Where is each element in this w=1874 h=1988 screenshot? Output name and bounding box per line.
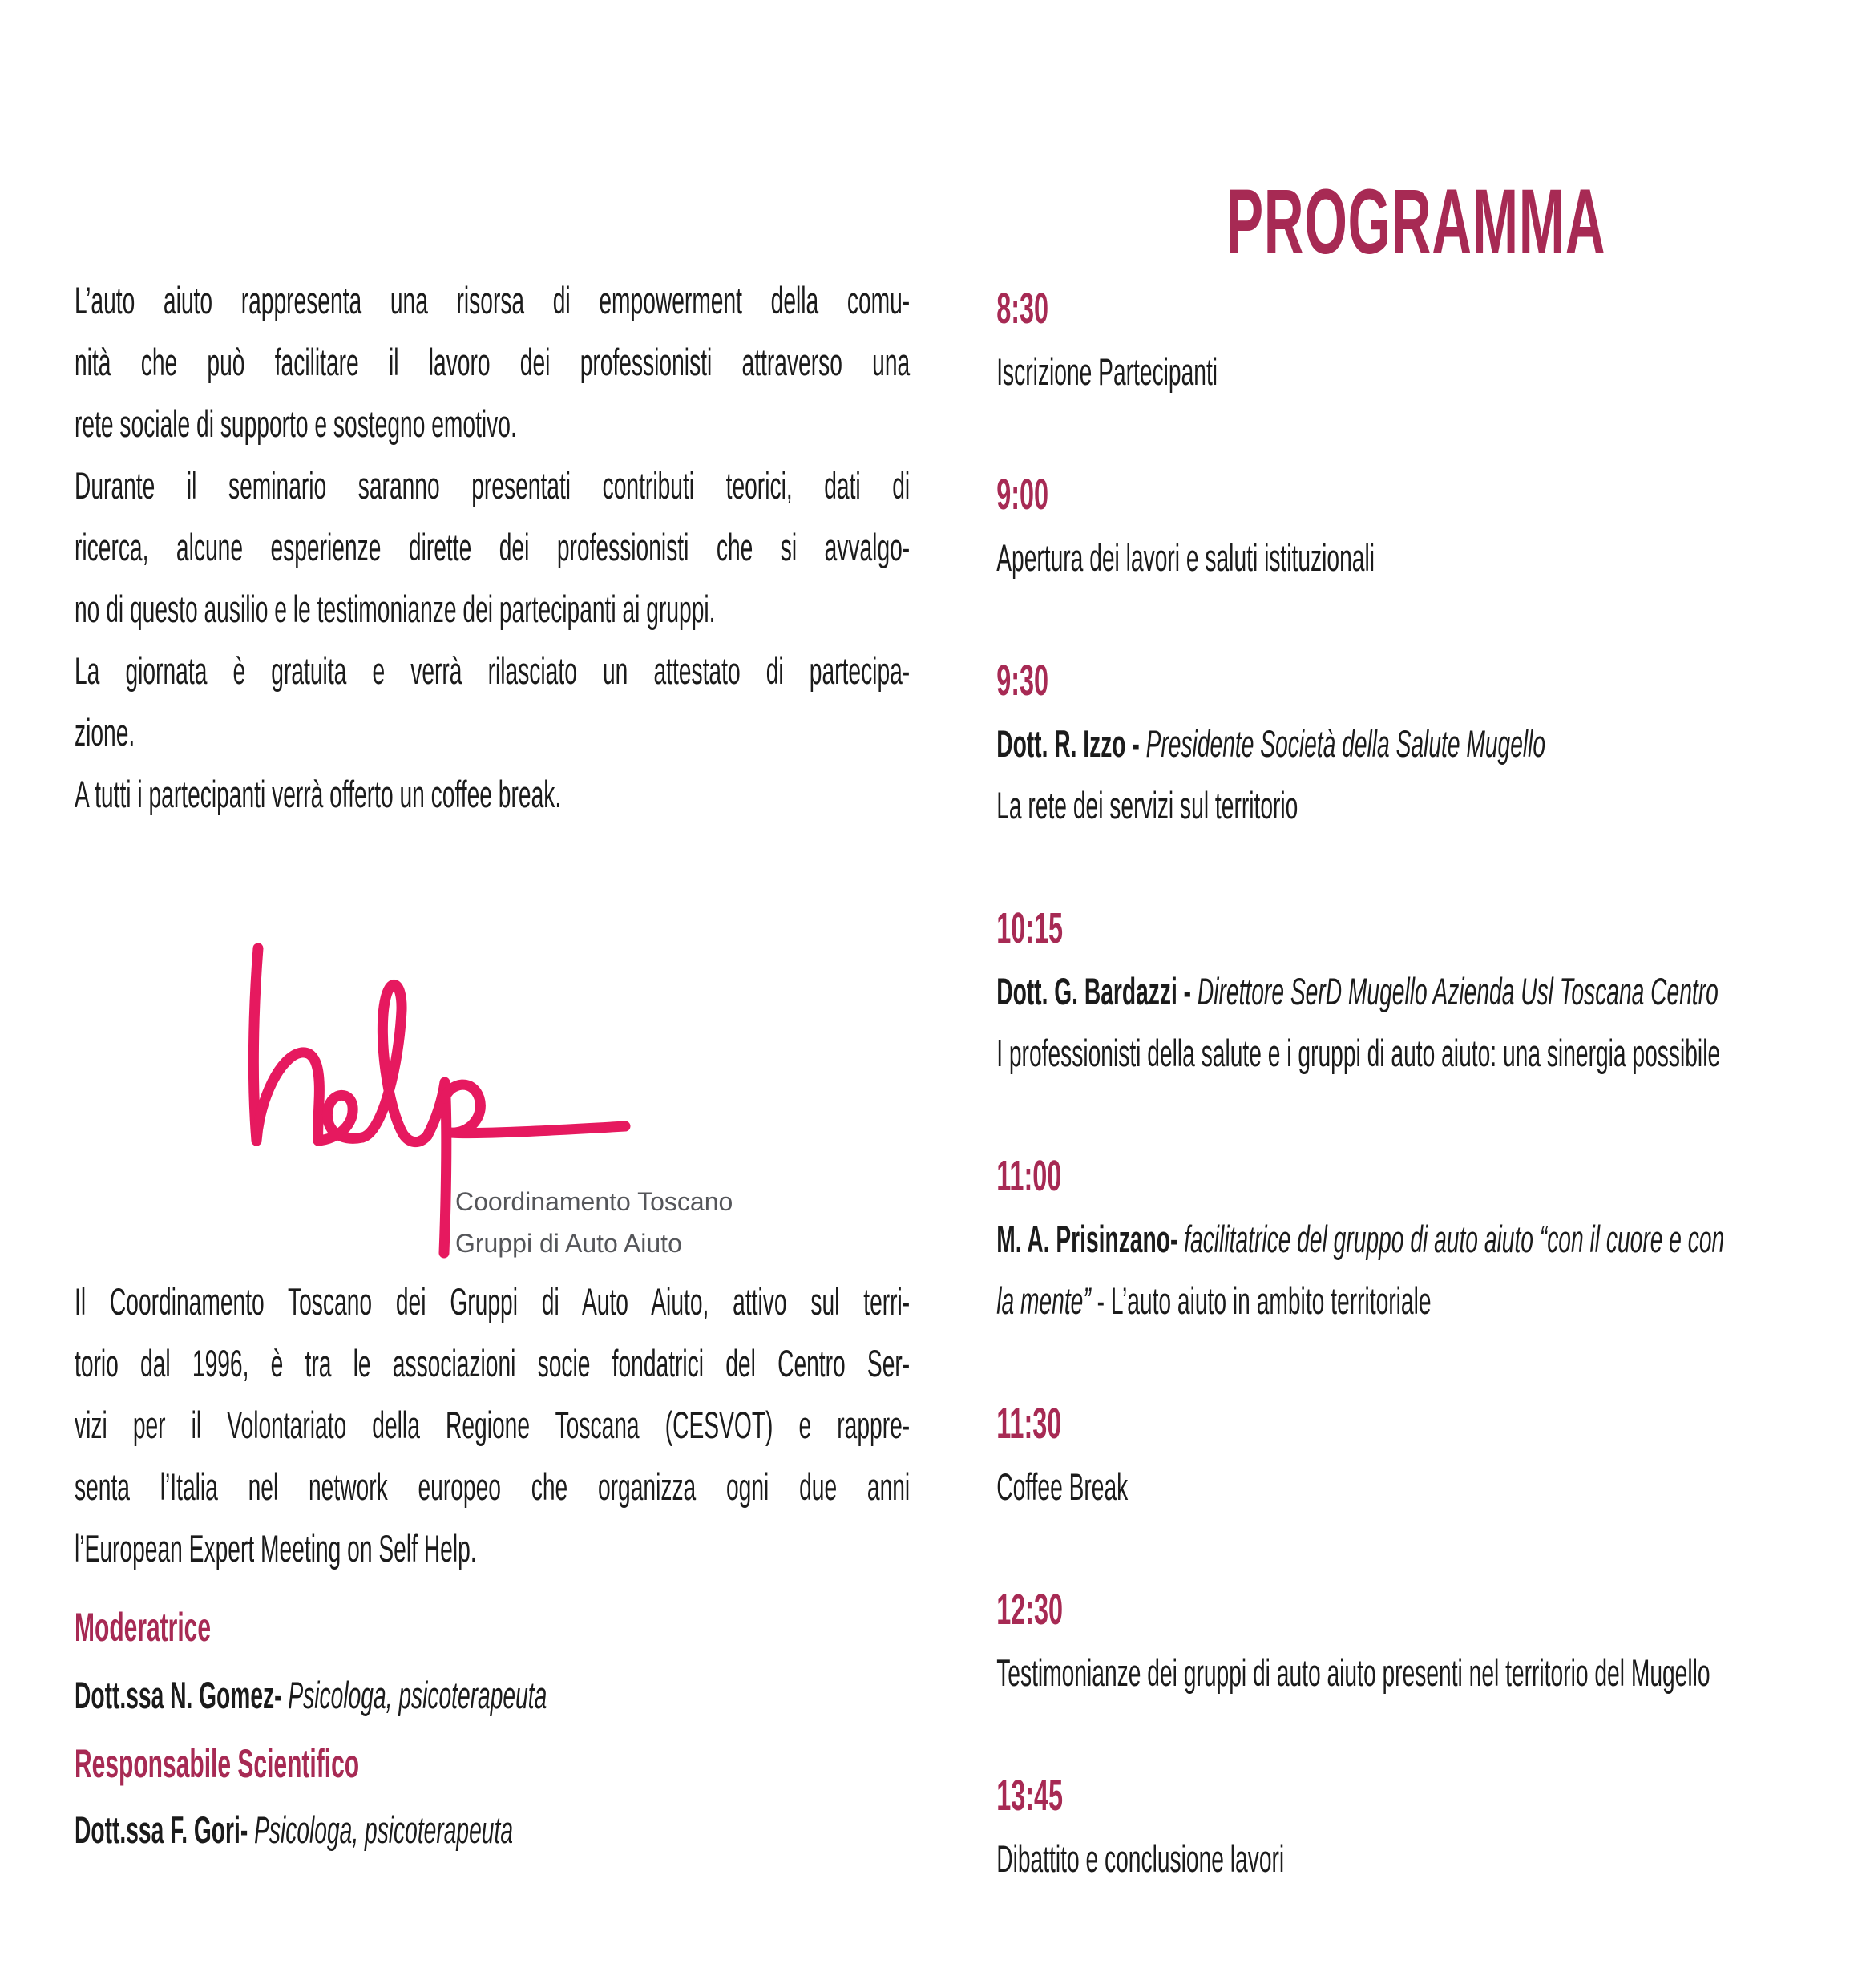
schedule-time: 12:30 (996, 1586, 1064, 1634)
schedule-time: 8:30 (996, 285, 1049, 333)
schedule-time: 10:15 (996, 904, 1064, 952)
schedule-slot (996, 1392, 1836, 1517)
schedule-time: 9:00 (996, 471, 1049, 519)
schedule-line (996, 1456, 1836, 1517)
schedule-text-segment: Iscrizione Partecipanti (996, 350, 1218, 393)
scientific-name: Dott.ssa F. Gori- (75, 1808, 255, 1851)
schedule-text-segment: Dott. R. Izzo - (996, 722, 1146, 765)
schedule-time: 13:45 (996, 1772, 1064, 1820)
schedule-text-segment: Testimonianze dei gruppi di auto aiuto presenti nel territorio del Mugello (996, 1651, 1710, 1694)
moderator-role: Psicologa, psicoterapeuta (288, 1674, 547, 1716)
schedule-line (996, 713, 1836, 774)
schedule-text-segment: La rete dei servizi sul territorio (996, 784, 1298, 826)
schedule-line (996, 774, 1836, 836)
text-line: zione. (75, 711, 135, 754)
schedule-line (996, 1828, 1836, 1889)
about-paragraphs (75, 1271, 910, 1579)
schedule-line (996, 1642, 1836, 1703)
moderator-line (75, 1671, 547, 1719)
schedule-column (996, 277, 1836, 1950)
logo-subtitle-line-1: Coordinamento Toscano (455, 1187, 733, 1216)
schedule-line (996, 1208, 1836, 1270)
text-line: l’European Expert Meeting on Self Help. (75, 1527, 477, 1570)
schedule-slot (996, 649, 1836, 836)
schedule-text-segment: Presidente Società della Salute Mugello (1145, 722, 1546, 765)
scientific-role: Psicologa, psicoterapeuta (254, 1808, 514, 1851)
schedule-line (996, 1022, 1836, 1084)
schedule-text-segment: facilitatrice del gruppo di auto aiuto “con il cuore e con (1184, 1218, 1725, 1260)
schedule-line (996, 527, 1836, 588)
logo-subtitle (455, 1181, 733, 1264)
text-line: A tutti i partecipanti verrà offerto un coffee break. (75, 773, 562, 815)
schedule-text-segment: Dibattito e conclusione lavori (996, 1837, 1285, 1880)
schedule-text-segment: I professionisti della salute e i gruppi di auto aiuto: una sinergia possibile (996, 1032, 1721, 1074)
schedule-text-segment: Coffee Break (996, 1465, 1129, 1508)
text-line: no di questo ausilio e le testimonianze dei partecipanti ai gruppi. (75, 588, 716, 630)
text-line: senta l’Italia nel network europeo che organizza ogni due anni (75, 1465, 911, 1508)
text-line: rete sociale di supporto e sostegno emotivo. (75, 402, 517, 445)
help-logo (240, 934, 733, 1279)
schedule-time: 11:00 (996, 1152, 1062, 1200)
schedule-line (996, 1270, 1836, 1331)
schedule-slot (996, 277, 1836, 402)
schedule-time: 9:30 (996, 657, 1049, 705)
help-logo-inner (240, 934, 733, 1279)
schedule-text-segment: - L’auto aiuto in ambito territoriale (1097, 1279, 1432, 1322)
scientific-heading: Responsabile Scientifico (75, 1741, 360, 1786)
schedule-text-segment: la mente” (996, 1279, 1097, 1322)
schedule-text-segment: Dott. G. Bardazzi - (996, 970, 1198, 1012)
text-line: L’auto aiuto rappresenta una risorsa di empowerment della comu- (75, 279, 911, 321)
schedule-line (996, 960, 1836, 1022)
schedule-text-segment: M. A. Prisinzano- (996, 1218, 1185, 1260)
schedule-slot (996, 1578, 1836, 1703)
schedule-text-segment: Direttore SerD Mugello Azienda Usl Toscana Centro (1197, 970, 1719, 1012)
page-title: PROGRAMMA (1226, 171, 1606, 274)
text-line: vizi per il Volontariato della Regione Toscana (CESVOT) e rappre- (75, 1404, 911, 1446)
schedule-time: 11:30 (996, 1400, 1062, 1448)
text-line: ricerca, alcune esperienze dirette dei professionisti che si avvalgo- (75, 526, 911, 568)
schedule-text-segment: Apertura dei lavori e saluti istituzionali (996, 536, 1375, 579)
text-line: nità che può facilitare il lavoro dei professionisti attraverso una (75, 341, 911, 383)
moderator-name: Dott.ssa N. Gomez- (75, 1674, 289, 1716)
text-line: Il Coordinamento Toscano dei Gruppi di Auto Aiuto, attivo sul terri- (75, 1280, 911, 1323)
schedule-slot (996, 1144, 1836, 1331)
schedule-slot (996, 1764, 1836, 1889)
schedule-slot (996, 896, 1836, 1084)
text-line: La giornata è gratuita e verrà rilasciato un attestato di partecipa- (75, 649, 911, 692)
scientific-line (75, 1806, 513, 1854)
logo-subtitle-line-2: Gruppi di Auto Aiuto (455, 1229, 682, 1258)
intro-paragraphs (75, 269, 910, 825)
text-line: torio dal 1996, è tra le associazioni socie fondatrici del Centro Ser- (75, 1342, 911, 1384)
schedule-slot (996, 463, 1836, 588)
moderator-heading: Moderatrice (75, 1605, 212, 1650)
text-line: Durante il seminario saranno presentati contributi teorici, dati di (75, 464, 911, 507)
schedule-line (996, 341, 1836, 402)
